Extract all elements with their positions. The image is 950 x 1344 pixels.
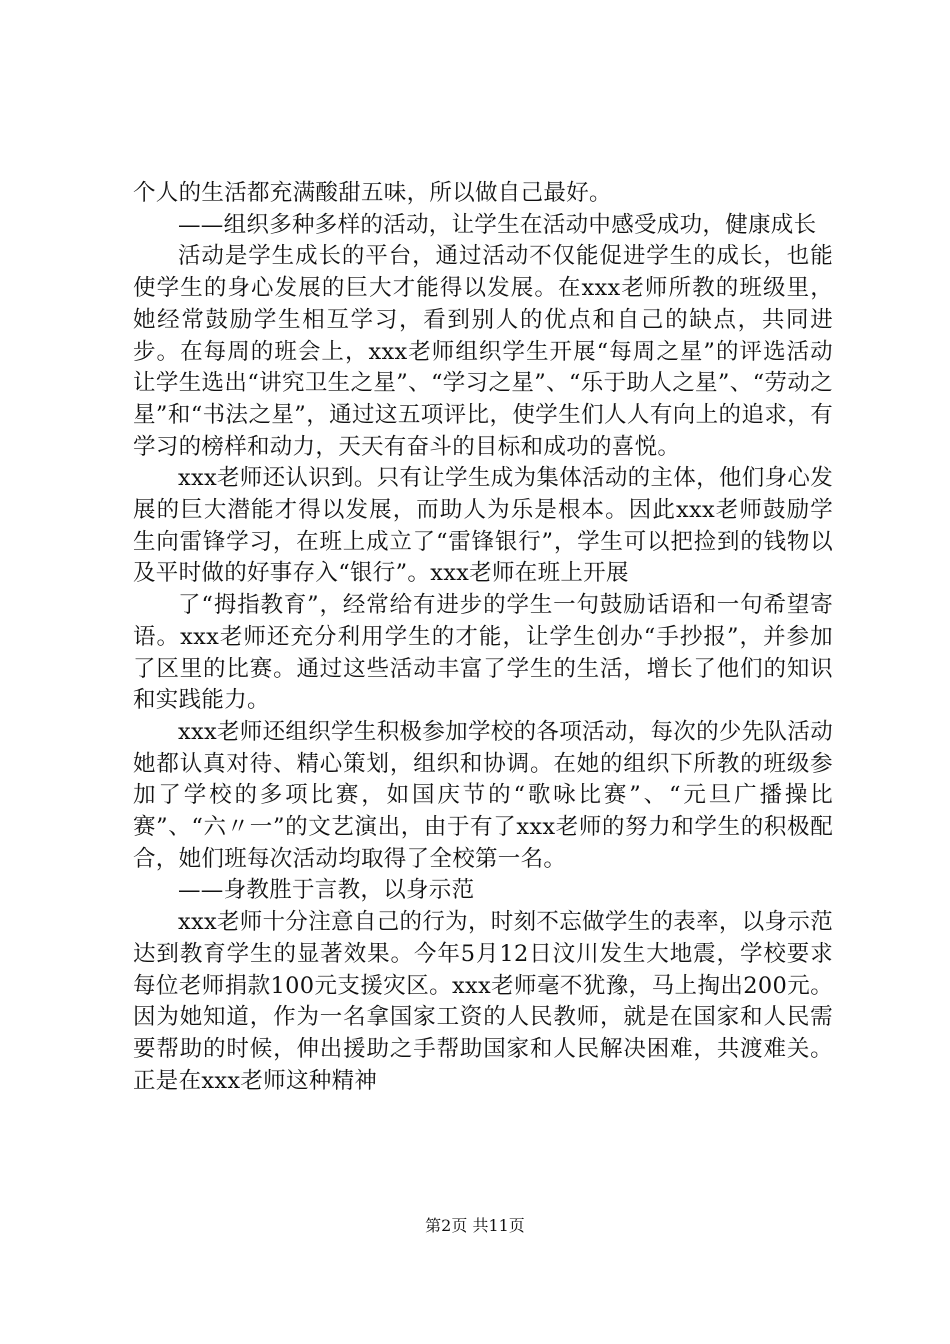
section-heading-activities: ——组织多种多样的活动，让学生在活动中感受成功，健康成长	[178, 211, 817, 238]
section-heading-example: ——身教胜于言教，以身示范	[178, 877, 475, 904]
paragraph-thumb-education: 了“拇指教育”，经常给有进步的学生一句鼓励话语和一句希望寄语。xxx老师还充分利用学生的才能，让学生创办“手抄报”，并参加了区里的比赛。通过这些活动丰富了学生的生活，增长了他们的知识和实践能力。	[133, 592, 833, 714]
document-body	[133, 178, 833, 1097]
paragraph-lei-feng-bank: xxx老师还认识到。只有让学生成为集体活动的主体，他们身心发展的巨大潜能才得以发展，而助人为乐是根本。因此xxx老师鼓励学生向雷锋学习，在班上成立了“雷锋银行”，学生可以把捡到的钱物以及平时做的好事存入“银行”。xxx老师在班上开展	[133, 465, 833, 587]
paragraph-activities-platform: 活动是学生成长的平台，通过活动不仅能促进学生的成长，也能使学生的身心发展的巨大才能得以发展。在xxx老师所教的班级里，她经常鼓励学生相互学习，看到别人的优点和自己的缺点，共同进步。在每周的班会上，xxx老师组织学生开展“每周之星”的评选活动让学生选出“讲究卫生之星”、“学习之星”、“乐于助人之星”、“劳动之星”和“书法之星”，通过这五项评比，使学生们人人有向上的追求，有学习的榜样和动力，天天有奋斗的目标和成功的喜悦。	[133, 243, 833, 460]
paragraph-setting-example: xxx老师十分注意自己的行为，时刻不忘做学生的表率，以身示范达到教育学生的显著效果。今年5月12日汶川发生大地震，学校要求每位老师捐款100元支援灾区。xxx老师毫不犹豫，马上掏出200元。因为她知道，作为一名拿国家工资的人民教师，就是在国家和人民需要帮助的时候，伸出援助之手帮助国家和人民解决困难，共渡难关。正是在xxx老师这种精神	[133, 909, 833, 1094]
paragraph-continuation: 个人的生活都充满酸甜五味，所以做自己最好。	[133, 180, 612, 206]
page-number-footer: 第2页 共11页	[425, 1216, 525, 1235]
paragraph-school-activities: xxx老师还组织学生积极参加学校的各项活动，每次的少先队活动她都认真对待、精心策划，组织和协调。在她的组织下所教的班级参加了学校的多项比赛，如国庆节的“歌咏比赛”、“元旦广播操比赛”、“六〃一”的文艺演出，由于有了xxx老师的努力和学生的积极配合，她们班每次活动均取得了全校第一名。	[133, 718, 833, 872]
